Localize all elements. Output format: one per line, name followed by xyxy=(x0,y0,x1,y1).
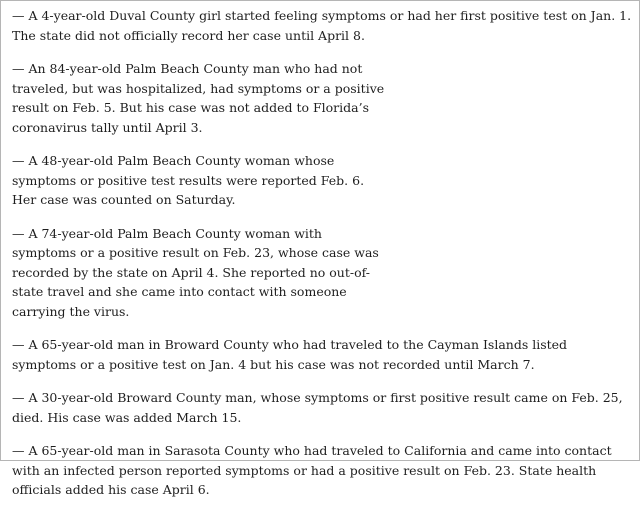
case-paragraph-broward-man-cayman: — A 65-year-old man in Broward County who had traveled to the Cayman Islands listed symptoms or a positive test on Jan. 4 but his case was not recorded until March 7. xyxy=(12,337,568,372)
case-paragraph-sarasota-man: — A 65-year-old man in Sarasota County who had traveled to California and came into contact with an infected person reported symptoms or had a positive result on Feb. 23. State health officials added his case April 6. xyxy=(12,443,612,497)
case-paragraph-palm-beach-woman-48: — A 48-year-old Palm Beach County woman whose symptoms or positive test results were reported Feb. 6. Her case was counted on Saturday. xyxy=(12,153,365,207)
case-paragraph-broward-man-30: — A 30-year-old Broward County man, whose symptoms or first positive result came on Feb. 25, died. His case was added March 15. xyxy=(12,390,623,425)
article-body xyxy=(12,6,634,514)
case-paragraph-palm-beach-man: — An 84-year-old Palm Beach County man who had not traveled, but was hospitalized, had symptoms or a positive result on Feb. 5. But his case was not added to Florida’s coronavirus tally until April 3. xyxy=(12,61,385,135)
case-paragraph-palm-beach-woman-74: — A 74-year-old Palm Beach County woman with symptoms or a positive result on Feb. 23, whose case was recorded by the state on April 4. She reported no out-of-state travel and she came into contact with someone carrying the virus. xyxy=(12,225,379,319)
case-paragraph-duval-girl: — A 4-year-old Duval County girl started feeling symptoms or had her first positive test on Jan. 1. The state did not officially record her case until April 8. xyxy=(12,8,632,43)
